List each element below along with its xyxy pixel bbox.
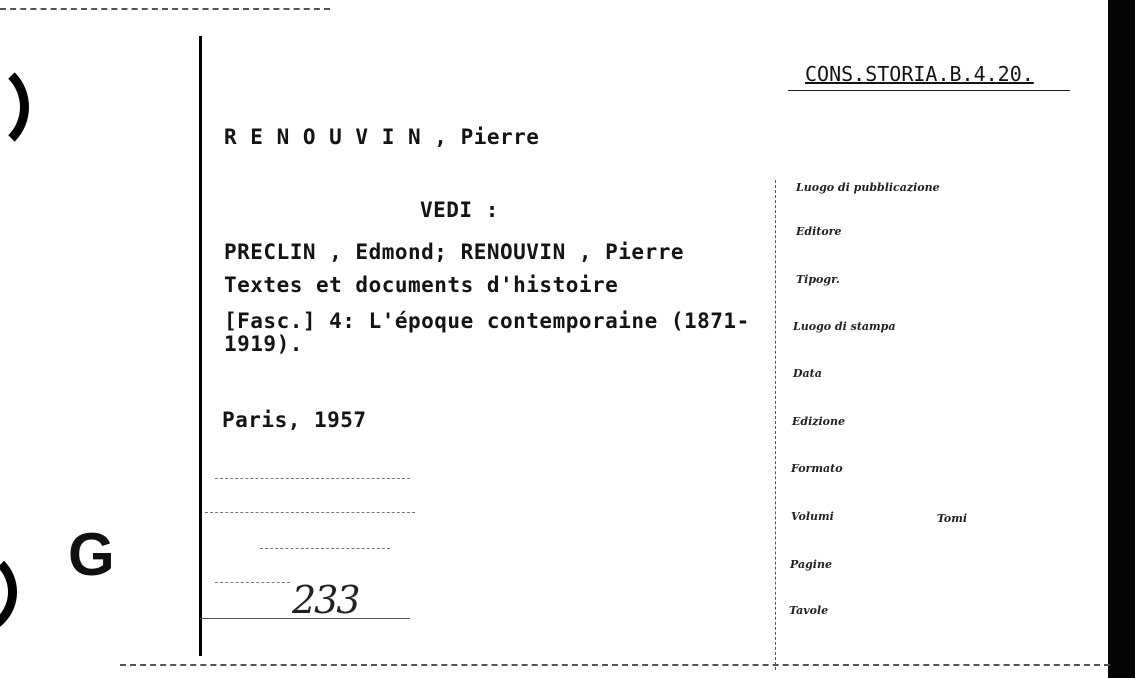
punch-hole-bottom: [0, 548, 17, 636]
form-field-editore: Editore: [796, 225, 842, 238]
form-field-tavole: Tavole: [789, 604, 829, 617]
author-heading: R E N O U V I N , Pierre: [224, 125, 540, 149]
collocation-underline: [788, 90, 1070, 91]
form-field-pagine: Pagine: [790, 558, 832, 571]
title-line-2: [Fasc.] 4: L'époque contemporaine (1871-: [224, 309, 750, 333]
form-field-edizione: Edizione: [792, 415, 846, 428]
see-label: VEDI :: [420, 198, 499, 222]
form-field-volumi: Volumi: [791, 510, 834, 523]
form-field-luogo-stampa: Luogo di stampa: [793, 320, 896, 333]
blank-line: [215, 478, 410, 479]
form-field-tipogr: Tipogr.: [796, 273, 840, 286]
section-letter: G: [68, 521, 115, 588]
title-line-3: 1919).: [224, 332, 303, 356]
top-edge-line: [0, 8, 330, 10]
card-margin-rule: [199, 36, 202, 656]
imprint: Paris, 1957: [222, 408, 367, 432]
blank-line: [205, 512, 415, 513]
punch-hole-top: [0, 58, 29, 156]
form-field-data: Data: [793, 367, 822, 380]
title-line-1: Textes et documents d'histoire: [224, 273, 619, 297]
collocation-mark: CONS.STORIA.B.4.20.: [805, 62, 1034, 86]
authors-line: PRECLIN , Edmond; RENOUVIN , Pierre: [224, 240, 685, 264]
bottom-edge-line: [120, 664, 1110, 666]
scan-border-right: [1108, 0, 1135, 678]
form-field-formato: Formato: [791, 462, 843, 475]
form-field-luogo-pubblicazione: Luogo di pubblicazione: [796, 181, 940, 194]
handwritten-number: 233: [292, 578, 359, 622]
form-field-tomi: Tomi: [937, 512, 968, 525]
form-column-rule: [775, 180, 776, 670]
blank-line: [260, 548, 390, 549]
blank-line: [215, 582, 290, 583]
